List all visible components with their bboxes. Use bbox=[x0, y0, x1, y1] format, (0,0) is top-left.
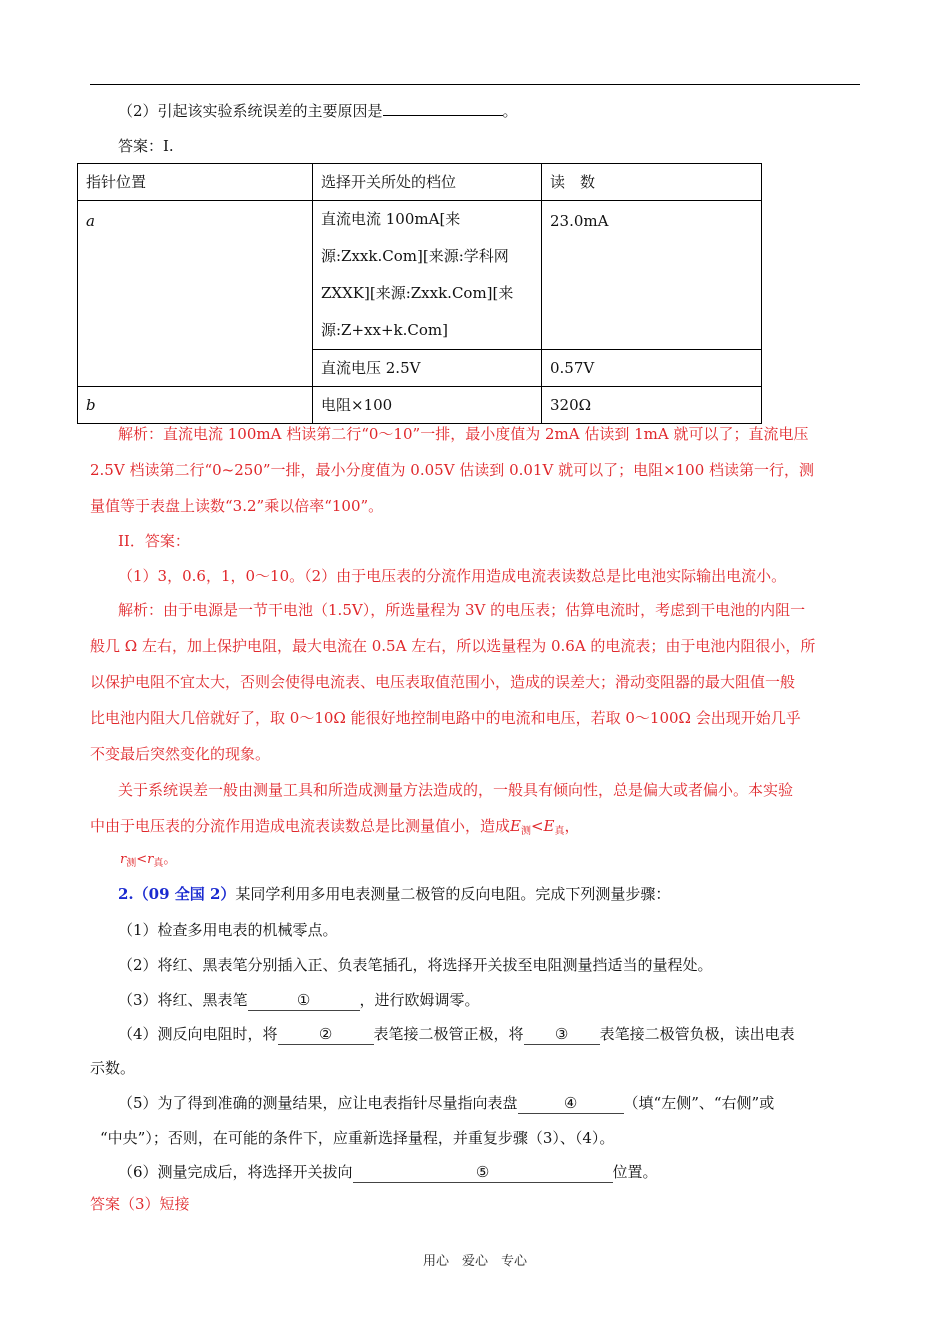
table-row bbox=[78, 387, 762, 424]
formula-r-line bbox=[120, 850, 176, 874]
formula-sub: 测 bbox=[126, 858, 137, 869]
setting-line: 源:Zxxk.Com][来源:学科网 bbox=[321, 247, 509, 265]
step-4-cont: 示数。 bbox=[90, 1059, 136, 1077]
system-error-text: 中由于电压表的分流作用造成电流表读数总是比测量值小，造成 bbox=[90, 817, 511, 835]
step-3-text: ，进行欧姆调零。 bbox=[359, 991, 480, 1009]
answer-1-label: 答案：I. bbox=[118, 137, 174, 155]
formula-sub: 测 bbox=[520, 826, 531, 837]
step-6-text: 位置。 bbox=[612, 1163, 658, 1181]
reading-table bbox=[77, 163, 762, 424]
step-6-text: （6）测量完成后，将选择开关拔向 bbox=[118, 1163, 353, 1181]
step-3 bbox=[118, 990, 480, 1011]
formula-end: 。 bbox=[163, 852, 177, 867]
question-2-prefix: （2）引起该实验系统误差的主要原因是 bbox=[118, 102, 383, 120]
setting-line: 源:Z+xx+k.Com] bbox=[321, 321, 448, 339]
formula-end: ， bbox=[564, 817, 580, 835]
cell-position-b: b bbox=[78, 387, 313, 424]
system-error-line-1: 关于系统误差一般由测量工具和所造成测量方法造成的，一般具有倾向性，总是偏大或者偏小。本实验 bbox=[118, 781, 794, 799]
analysis-2-line-1: 解析：由于电源是一节干电池（1.5V），所选量程为 3V 的电压表；估算电流时，考虑到干电池的内阻一 bbox=[118, 601, 806, 619]
final-answer: 答案（3）短接 bbox=[90, 1195, 190, 1213]
blank-3: ③ bbox=[524, 1024, 600, 1045]
cell-setting-resistance: 电阻×100 bbox=[313, 387, 542, 424]
blank-1: ① bbox=[248, 990, 360, 1011]
analysis-2-line-4: 比电池内阻大几倍就好了，取 0～10Ω 能很好地控制电路中的电流和电压，若取 0～100Ω 会出现开始几乎 bbox=[90, 709, 801, 727]
formula-sub: 真 bbox=[554, 826, 565, 837]
question-2-intro bbox=[118, 884, 670, 904]
step-4-text: （4）测反向电阻时，将 bbox=[118, 1025, 278, 1043]
analysis-2-line-5: 不变最后突然变化的现象。 bbox=[90, 745, 271, 763]
header-cell-setting: 选择开关所处的档位 bbox=[313, 164, 542, 201]
formula-e: E bbox=[543, 817, 555, 835]
formula-lt: < bbox=[530, 817, 544, 835]
page-footer: 用心 爱心 专心 bbox=[422, 1254, 527, 1269]
formula-r: r bbox=[120, 852, 127, 867]
step-1: （1）检查多用电表的机械零点。 bbox=[118, 921, 338, 939]
question-number: 2.（09 全国 2） bbox=[118, 885, 236, 903]
cell-reading-voltage: 0.57V bbox=[542, 350, 762, 387]
formula-sub: 真 bbox=[153, 858, 164, 869]
cell-reading-current: 23.0mA bbox=[542, 201, 762, 350]
blank-2: ② bbox=[278, 1024, 374, 1045]
formula-lt: < bbox=[136, 852, 148, 867]
step-3-text: （3）将红、黑表笔 bbox=[118, 991, 248, 1009]
step-4-text: 表笔接二极管负极，读出电表 bbox=[599, 1025, 795, 1043]
setting-line: 直流电流 100mA[来 bbox=[321, 210, 461, 228]
formula-r: r bbox=[147, 852, 154, 867]
cell-reading-resistance: 320Ω bbox=[542, 387, 762, 424]
step-5 bbox=[118, 1093, 774, 1114]
question-2-suffix: 。 bbox=[502, 102, 518, 120]
cell-setting-voltage: 直流电压 2.5V bbox=[313, 350, 542, 387]
header-rule bbox=[90, 84, 860, 85]
answer-2-label: II．答案： bbox=[118, 532, 190, 550]
step-2: （2）将红、黑表笔分别插入正、负表笔插孔，将选择开关拔至电阻测量挡适当的量程处。 bbox=[118, 956, 713, 974]
analysis-2-line-3: 以保护电阻不宜太大，否则会使得电流表、电压表取值范围小，造成的误差大；滑动变阻器的最大阻值一般 bbox=[90, 673, 796, 691]
step-5-cont: “中央”）；否则，在可能的条件下，应重新选择量程，并重复步骤（3）、（4）。 bbox=[100, 1129, 615, 1147]
step-6 bbox=[118, 1162, 658, 1183]
header-cell-position: 指针位置 bbox=[78, 164, 313, 201]
step-5-text: （填“左侧”、“右侧”或 bbox=[623, 1094, 775, 1112]
question-2-line bbox=[118, 101, 518, 121]
step-5-text: （5）为了得到准确的测量结果，应让电表指针尽量指向表盘 bbox=[118, 1094, 518, 1112]
step-4 bbox=[118, 1024, 795, 1045]
analysis-1-line-2: 2.5V 档读第二行“0~250”一排，最小分度值为 0.05V 估读到 0.01V 就可以了；电阻×100 档读第一行，测 bbox=[90, 461, 815, 479]
blank-4: ④ bbox=[518, 1093, 624, 1114]
cell-position-a: a bbox=[78, 201, 313, 387]
blank-5: ⑤ bbox=[353, 1162, 613, 1183]
header-cell-reading: 读 数 bbox=[542, 164, 762, 201]
analysis-1-line-1: 解析：直流电流 100mA 档读第二行“0～10”一排，最小度值为 2mA 估读到 1mA 就可以了；直流电压 bbox=[118, 425, 809, 443]
answer-blank bbox=[383, 101, 503, 116]
analysis-2-line-2: 般几 Ω 左右，加上保护电阻，最大电流在 0.5A 左右，所以选量程为 0.6A 的电流表；由于电池内阻很小，所 bbox=[90, 637, 816, 655]
cell-setting-current bbox=[313, 201, 542, 350]
question-intro: 某同学利用多用电表测量二极管的反向电阻。完成下列测量步骤： bbox=[235, 885, 671, 903]
table-header-row bbox=[78, 164, 762, 201]
table-row bbox=[78, 201, 762, 350]
answer-2-body: （1）3，0.6，1，0～10。（2）由于电压表的分流作用造成电流表读数总是比电池实际输出电流小。 bbox=[118, 567, 787, 585]
step-4-text: 表笔接二极管正极，将 bbox=[373, 1025, 524, 1043]
system-error-line-2 bbox=[90, 816, 580, 842]
setting-line: ZXXK][来源:Zxxk.Com][来 bbox=[321, 284, 514, 302]
formula-e: E bbox=[510, 817, 521, 835]
analysis-1-line-3: 量值等于表盘上读数“3.2”乘以倍率“100”。 bbox=[90, 497, 384, 515]
